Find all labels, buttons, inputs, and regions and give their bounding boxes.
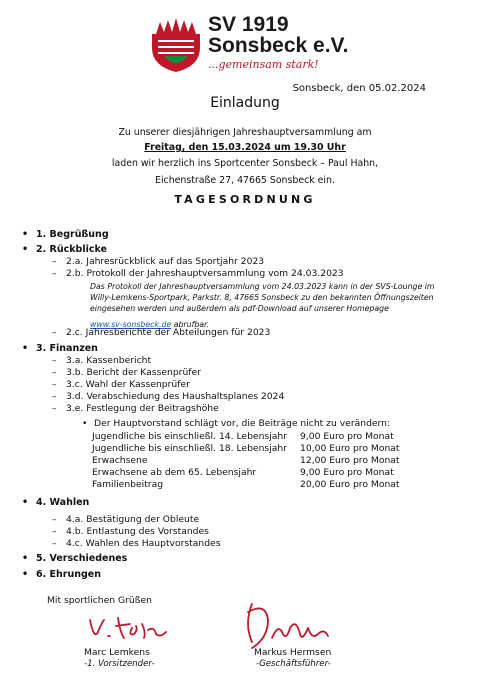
closing-greeting: Mit sportlichen Grüßen xyxy=(47,595,152,606)
item-label: 3.a. Kassenbericht xyxy=(66,355,152,366)
agenda-item: – 3.c. Wahl der Kassenprüfer xyxy=(52,379,190,390)
agenda-title: TAGESORDNUNG xyxy=(174,193,316,206)
section-label: 6. Ehrungen xyxy=(36,569,101,580)
agenda-item: – 4.b. Entlastung des Vorstandes xyxy=(52,526,209,537)
protocol-note-line-3: eingesehen werden und außerdem als pdf-Download auf unserer Homepage xyxy=(90,304,389,313)
club-name xyxy=(208,14,348,56)
agenda-item: – 4.c. Wahlen des Hauptvorstandes xyxy=(52,538,221,549)
signature-2-icon xyxy=(238,598,338,654)
agenda-item: – 3.a. Kassenbericht xyxy=(52,355,152,366)
club-crest-icon xyxy=(150,14,202,74)
agenda-section: • 5. Verschiedenes xyxy=(22,553,128,564)
section-label: 4. Wahlen xyxy=(36,497,90,508)
meeting-date: Freitag, den 15.03.2024 um 19.30 Uhr xyxy=(144,142,346,153)
agenda-item: – 2.a. Jahresrückblick auf das Sportjahr 2023 xyxy=(52,256,265,267)
item-label: 4.b. Entlastung des Vorstandes xyxy=(66,526,209,537)
fee-amount: 12,00 Euro pro Monat xyxy=(300,455,400,466)
item-label: 2.a. Jahresrückblick auf das Sportjahr 2023 xyxy=(66,256,265,267)
fee-table xyxy=(92,431,400,491)
club-slogan: ...gemeinsam stark! xyxy=(208,58,319,71)
intro-line-1: Zu unserer diesjährigen Jahreshauptversammlung am xyxy=(118,127,372,138)
agenda-section: • 4. Wahlen xyxy=(22,497,90,508)
agenda-item: – 3.d. Verabschiedung des Haushaltsplanes 2024 xyxy=(52,391,285,402)
fee-amount: 9,00 Euro pro Monat xyxy=(300,467,394,478)
item-label: 4.a. Bestätigung der Obleute xyxy=(66,514,200,525)
page-title: Einladung xyxy=(210,95,280,111)
place-date: Sonsbeck, den 05.02.2024 xyxy=(292,83,426,94)
section-label: 5. Verschiedenes xyxy=(36,553,128,564)
fee-group: Erwachsene ab dem 65. Lebensjahr xyxy=(92,467,257,478)
agenda-section: • 3. Finanzen xyxy=(22,343,98,354)
signer-2-name: Markus Hermsen xyxy=(254,647,332,658)
agenda-section: • 6. Ehrungen xyxy=(22,569,101,580)
protocol-note xyxy=(90,281,450,330)
item-label: 4.c. Wahlen des Hauptvorstandes xyxy=(66,538,221,549)
item-label: 3.d. Verabschiedung des Haushaltsplanes 2024 xyxy=(66,391,285,402)
club-name-line2: Sonsbeck e.V. xyxy=(208,34,349,57)
intro-line-4: Eichenstraße 27, 47665 Sonsbeck ein. xyxy=(155,175,335,186)
agenda-item: – 3.e. Festlegung der Beitragshöhe xyxy=(52,403,219,414)
fee-proposal-text: Der Hauptvorstand schlägt vor, die Beiträge nicht zu verändern: xyxy=(94,418,391,429)
table-row xyxy=(92,455,400,467)
fee-amount: 9,00 Euro pro Monat xyxy=(300,431,394,442)
fee-amount: 10,00 Euro pro Monat xyxy=(300,443,400,454)
agenda-item: – 2.c. Jahresberichte der Abteilungen für 2023 xyxy=(52,327,271,338)
item-label: 2.c. Jahresberichte der Abteilungen für 2023 xyxy=(66,327,271,338)
intro-line-3: laden wir herzlich ins Sportcenter Sonsbeck – Paul Hahn, xyxy=(111,158,379,169)
table-row xyxy=(92,467,400,479)
protocol-note-line-1: Das Protokoll der Jahreshauptversammlung vom 24.03.2023 kann in der SVS-Lounge im xyxy=(90,282,435,291)
item-label: 3.e. Festlegung der Beitragshöhe xyxy=(66,403,219,414)
signer-2-role: -Geschäftsführer- xyxy=(256,659,331,669)
agenda-item: – 2.b. Protokoll der Jahreshauptversammlung vom 24.03.2023 xyxy=(52,268,344,279)
section-label: 1. Begrüßung xyxy=(36,229,109,240)
signer-1-role: -1. Vorsitzender- xyxy=(84,659,155,669)
protocol-note-line-4: abrufbar. xyxy=(171,320,210,329)
item-label: 3.c. Wahl der Kassenprüfer xyxy=(66,379,190,390)
signer-1-name: Marc Lemkens xyxy=(84,647,150,658)
section-label: 3. Finanzen xyxy=(36,343,98,354)
fee-group: Jugendliche bis einschließl. 18. Lebensjahr xyxy=(92,443,287,454)
club-name-line1: SV 1919 xyxy=(208,13,289,36)
agenda-section: • 1. Begrüßung xyxy=(22,229,109,240)
fee-proposal: • Der Hauptvorstand schlägt vor, die Beiträge nicht zu verändern: xyxy=(82,418,391,429)
table-row xyxy=(92,443,400,455)
signature-1-icon xyxy=(84,612,174,646)
section-label: 2. Rückblicke xyxy=(36,244,108,255)
table-row xyxy=(92,479,400,491)
table-row xyxy=(92,431,400,443)
item-label: 2.b. Protokoll der Jahreshauptversammlung vom 24.03.2023 xyxy=(66,268,344,279)
fee-group: Erwachsene xyxy=(92,455,148,466)
agenda-item: – 4.a. Bestätigung der Obleute xyxy=(52,514,200,525)
fee-group: Jugendliche bis einschließl. 14. Lebensjahr xyxy=(92,431,287,442)
agenda-section: • 2. Rückblicke xyxy=(22,244,108,255)
agenda-item: – 3.b. Bericht der Kassenprüfer xyxy=(52,367,201,378)
fee-amount: 20,00 Euro pro Monat xyxy=(300,479,400,490)
fee-group: Familienbeitrag xyxy=(92,479,164,490)
homepage-link[interactable]: www.sv-sonsbeck.de xyxy=(90,320,172,329)
item-label: 3.b. Bericht der Kassenprüfer xyxy=(66,367,201,378)
protocol-note-line-2: Willy-Lemkens-Sportpark, Parkstr. 8, 47665 Sonsbeck zu den bekannten Öffnungszeiten xyxy=(90,293,434,302)
